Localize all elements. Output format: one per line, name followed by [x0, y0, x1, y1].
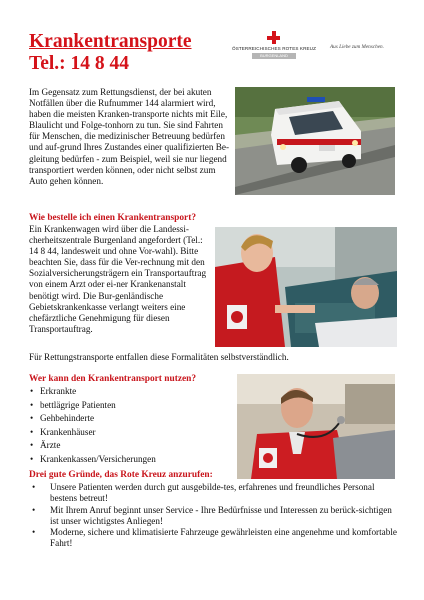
paramedic-patient-photo: [215, 227, 397, 347]
logo-slogan: Aus Liebe zum Menschen.: [330, 44, 384, 50]
logo-organisation: ÖSTERREICHISCHES ROTES KREUZ: [232, 46, 316, 51]
paramedic-stethoscope-photo: [237, 374, 395, 479]
ambulance-photo: [235, 87, 395, 195]
formalities-note: Für Rettungstransporte entfallen diese Formalitäten selbstverständlich.: [29, 352, 289, 362]
list-item: • Ärzte: [29, 439, 229, 453]
list-item: • Krankenhäuser: [29, 426, 229, 440]
phone-number: Tel.: 14 8 44: [29, 53, 130, 74]
list-item: • Mit Ihrem Anruf beginnt unser Service - Ihre Bedürfnisse und Interessen zu berück-sichtigen ist unser wichtigstes Anliegen!: [29, 505, 399, 527]
list-item: • Unsere Patienten werden durch gut ausgebilde-tes, erfahrenes und freundliches Personal bestens betreut!: [29, 482, 399, 504]
reasons-list: [29, 482, 399, 550]
page-title: Krankentransporte: [29, 31, 192, 52]
users-heading: Wer kann den Krankentransport nutzen?: [29, 374, 197, 384]
list-item: • Krankenkassen/Versicherungen: [29, 453, 229, 467]
intro-paragraph: Im Gegensatz zum Rettungsdienst, der bei akuten Notfällen über die Rufnummer 144 alarmiert wird, haben die meisten Kranken-transporte nichts mit Eile, Blaulicht und Folge-tonhorn zu tun. Sie sind Fahrten für Menschen, die medizinischer Betreuung bedürfen und auf-grund Ihres Zustandes einer qualifizierten Be-gleitung bedürfen - zum Beispiel, weil sie nur liegend transportiert werden können, oder nicht selbst zum Auto gehen können.: [29, 87, 230, 186]
order-paragraph: Ein Krankenwagen wird über die Landessi-cherheitszentrale Burgenland angefordert (Tel.: 14 8 44, landesweit und ohne Vor-wahl). Bitte beachten Sie, dass für die Ver-rechnung mit den Sozialversicherungsträgern ein Transportauftrag von einem Arzt oder ei-ner Krankenanstalt benötigt wird. Die Bur-genländische Gebietskrankenkasse verlangt weiters eine chefärztliche Genehmigung für diesen Transportauftrag.: [29, 224, 207, 334]
users-list: [29, 385, 229, 467]
reasons-heading: Drei gute Gründe, das Rote Kreuz anzurufen:: [29, 470, 213, 480]
list-item: • bettlägrige Patienten: [29, 399, 229, 413]
list-item: • Moderne, sichere und klimatisierte Fahrzeuge gewährleisten eine angenehme und komfortable Fahrt!: [29, 527, 399, 549]
order-heading: Wie bestelle ich einen Krankentransport?: [29, 213, 197, 223]
logo-region: BURGENLAND: [252, 53, 296, 59]
red-cross-icon: [267, 31, 280, 44]
list-item: • Erkrankte: [29, 385, 229, 399]
red-cross-logo: [232, 30, 392, 60]
list-item: • Gehbehinderte: [29, 412, 229, 426]
